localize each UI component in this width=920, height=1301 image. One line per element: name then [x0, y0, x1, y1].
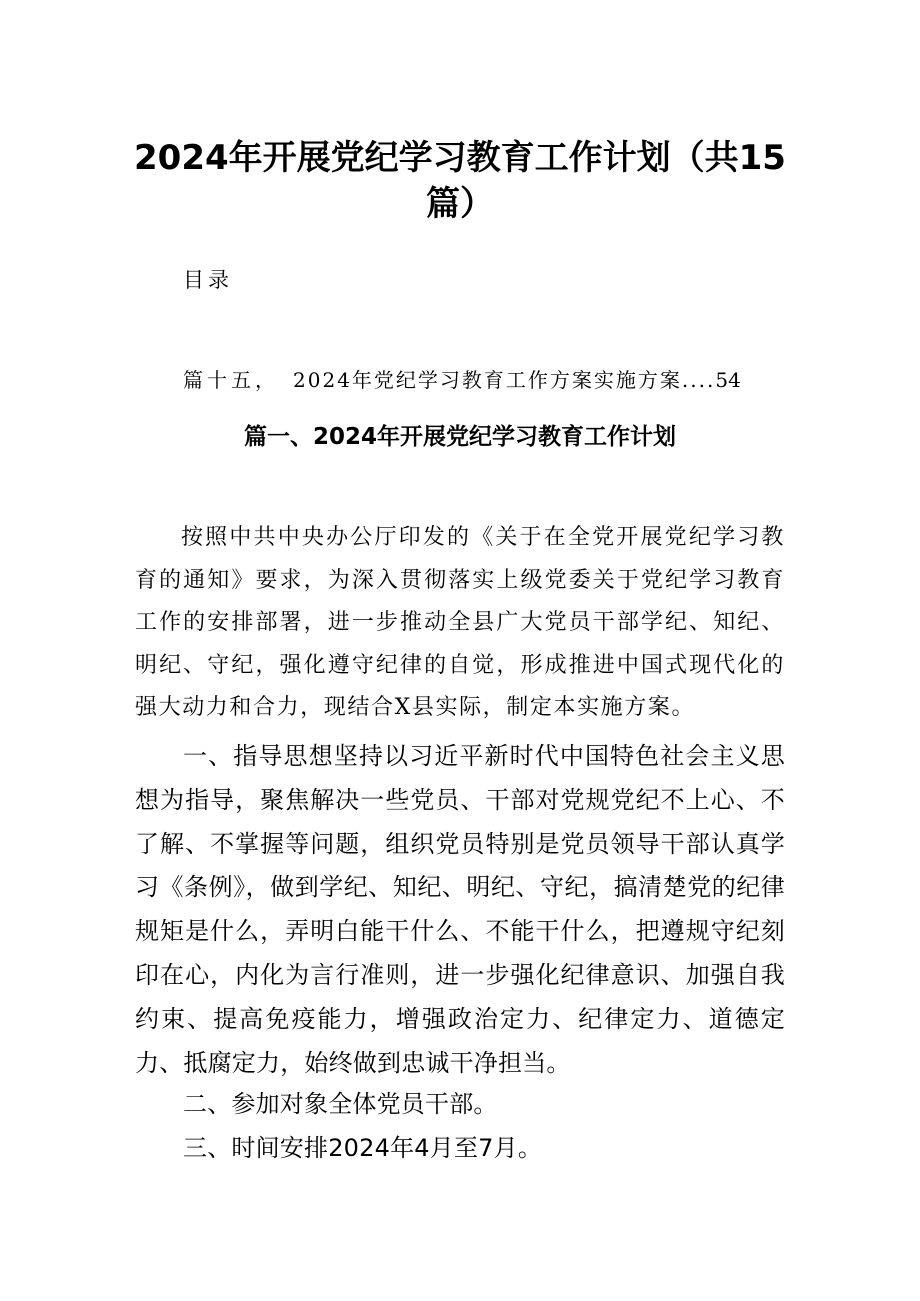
intro-paragraph: 按照中共中央办公厅印发的《关于在全党开展党纪学习教育的通知》要求，为深入贯彻落实上级党委关于党纪学习教育工作的安排部署，进一步推动全县广大党员干部学纪、知纪、明纪、守纪，强化遵守纪律的自觉，形成推进中国式现代化的强大动力和合力，现结合X县实际，制定本实施方案。: [135, 525, 785, 720]
toc-entry-page: 54: [715, 368, 741, 392]
toc-heading: 目录: [183, 268, 233, 292]
paragraph-schedule: 三、时间安排2024年4月至7月。: [183, 1134, 543, 1162]
title-line-1: 2024年开展党纪学习教育工作计划（共15: [134, 138, 786, 178]
toc-entry[interactable]: [183, 364, 783, 393]
paragraph-participants: 二、参加对象全体党员干部。: [183, 1090, 498, 1118]
title-line-2: 篇）: [426, 184, 494, 224]
paragraph-guiding-ideology: 一、指导思想坚持以习近平新时代中国特色社会主义思想为指导，聚焦解决一些党员、干部对党规党纪不上心、不了解、不掌握等问题，组织党员特别是党员领导干部认真学习《条例》，做到学纪、知纪、明纪、守纪，搞清楚党的纪律规矩是什么，弄明白能干什么、不能干什么，把遵规守纪刻印在心，内化为言行准则，进一步强化纪律意识、加强自我约束、提高免疫能力，增强政治定力、纪律定力、道德定力、抵腐定力，始终做到忠诚干净担当。: [135, 742, 785, 1077]
toc-entry-dots: ....: [681, 368, 716, 392]
section-heading: 篇一、2024年开展党纪学习教育工作计划: [243, 424, 676, 450]
document-title: [130, 135, 790, 227]
toc-entry-title: 2024年党纪学习教育工作方案实施方案: [293, 368, 682, 392]
toc-entry-number: 篇十五，: [183, 368, 279, 392]
